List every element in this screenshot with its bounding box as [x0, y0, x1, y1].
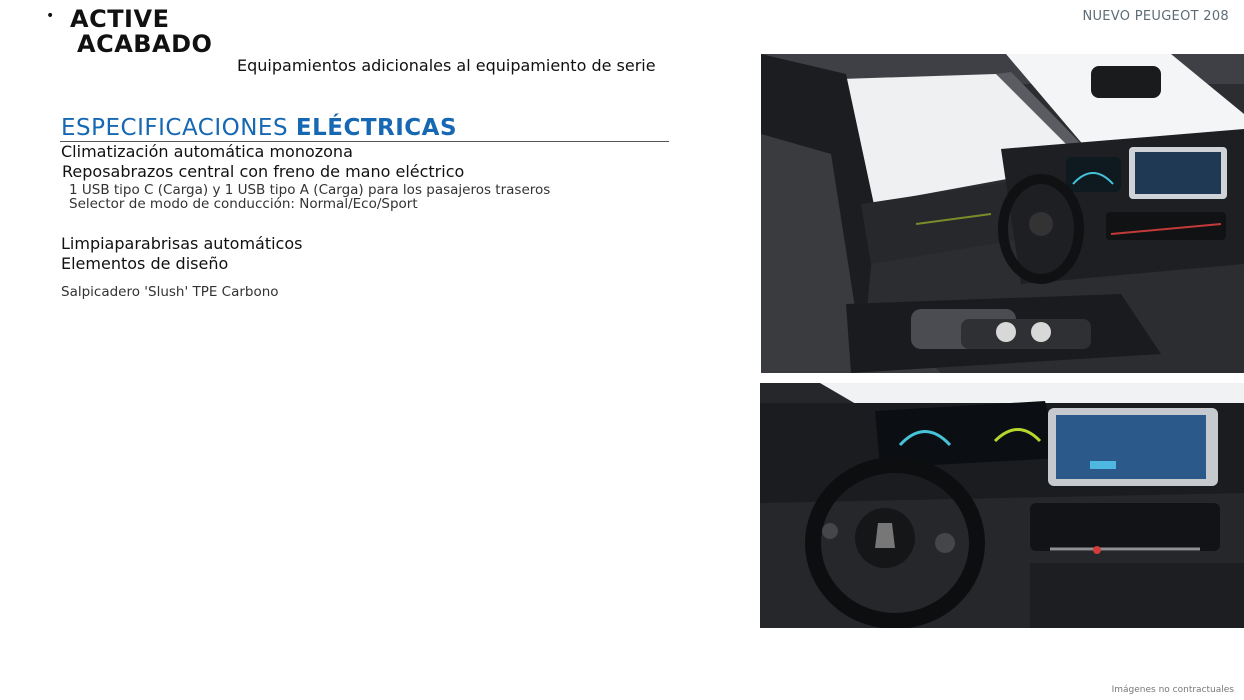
list-item: Limpiaparabrisas automáticos: [61, 234, 303, 253]
cockpit-illustration: [760, 383, 1244, 628]
list-item: Elementos de diseño: [61, 254, 229, 273]
interior-photo-wide: [761, 54, 1244, 373]
list-item: Reposabrazos central con freno de mano eléctrico: [62, 162, 465, 181]
page-subtitle: Equipamientos adicionales al equipamiento de serie: [237, 56, 656, 75]
list-item: Climatización automática monozona: [61, 142, 353, 161]
disclaimer-footnote: Imágenes no contractuales: [1111, 685, 1234, 695]
trim-subtitle: ACABADO: [77, 30, 213, 58]
list-item: Selector de modo de conducción: Normal/Eco/Sport: [69, 196, 418, 212]
brand-label: NUEVO PEUGEOT 208: [1082, 9, 1229, 24]
list-item: Salpicadero 'Slush' TPE Carbono: [61, 284, 279, 300]
title-bullet: •: [46, 8, 55, 24]
interior-wide-illustration: [761, 54, 1244, 373]
interior-photo-cockpit: [760, 383, 1244, 628]
section-heading-regular: ESPECIFICACIONES: [61, 115, 289, 141]
section-heading-bold: ELÉCTRICAS: [295, 115, 458, 141]
section-heading: [61, 115, 457, 141]
list-item: 1 USB tipo C (Carga) y 1 USB tipo A (Carga) para los pasajeros traseros: [69, 182, 551, 198]
trim-title: ACTIVE: [70, 5, 170, 33]
